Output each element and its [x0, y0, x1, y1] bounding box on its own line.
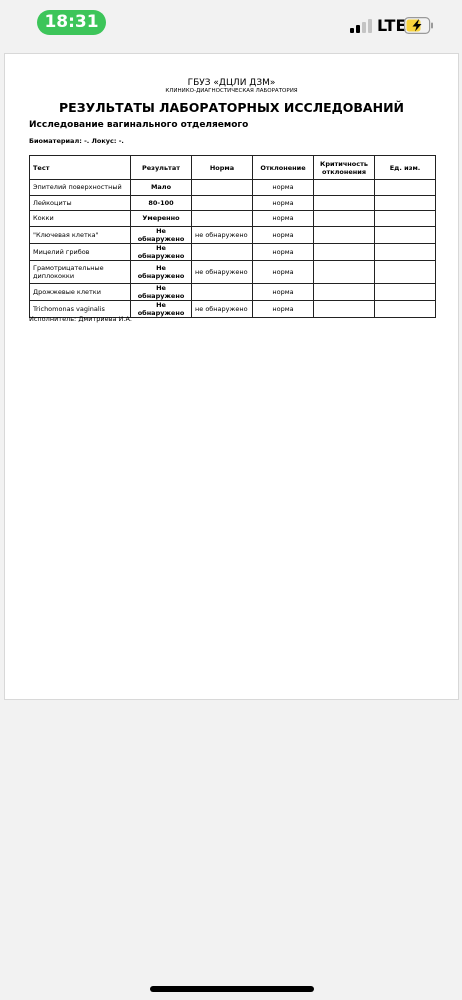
cell-deviation: норма — [253, 283, 314, 300]
laboratory-name: КЛИНИКО-ДИАГНОСТИЧЕСКАЯ ЛАБОРАТОРИЯ — [165, 88, 298, 94]
cell-test: Грамотрицательные диплококки — [30, 260, 131, 283]
cell-result: Умеренно — [131, 211, 192, 227]
cell-test: Мицелий грибов — [30, 243, 131, 260]
header-norm: Норма — [192, 156, 253, 180]
cell-deviation: норма — [253, 195, 314, 211]
signal-bars-icon — [350, 19, 372, 33]
cell-criticality — [314, 226, 375, 243]
status-bar — [0, 0, 462, 46]
cell-unit — [375, 211, 436, 227]
table-header-row — [30, 156, 436, 180]
organization-name: ГБУЗ «ДЦЛИ ДЗМ» — [187, 78, 276, 88]
table-row — [30, 195, 436, 211]
cell-test: "Ключевая клетка" — [30, 226, 131, 243]
cell-deviation: норма — [253, 260, 314, 283]
table-row — [30, 243, 436, 260]
cell-criticality — [314, 211, 375, 227]
header-criticality: Критичность отклонения — [314, 156, 375, 180]
cell-criticality — [314, 283, 375, 300]
cell-unit — [375, 300, 436, 317]
biomaterial-line: Биоматериал: -. Локус: -. — [29, 137, 124, 145]
results-table — [29, 155, 436, 318]
cell-unit — [375, 260, 436, 283]
table-row — [30, 260, 436, 283]
cell-deviation: норма — [253, 180, 314, 196]
cell-result: Не обнаружено — [131, 260, 192, 283]
cell-norm — [192, 243, 253, 260]
table-row — [30, 211, 436, 227]
cell-criticality — [314, 300, 375, 317]
cell-criticality — [314, 243, 375, 260]
cell-criticality — [314, 195, 375, 211]
cell-unit — [375, 283, 436, 300]
cell-result: 80-100 — [131, 195, 192, 211]
cell-deviation: норма — [253, 226, 314, 243]
document-title: РЕЗУЛЬТАТЫ ЛАБОРАТОРНЫХ ИССЛЕДОВАНИЙ — [59, 100, 404, 115]
executor-line: Исполнитель: Дмитриева И.А. — [29, 315, 132, 323]
cell-norm: не обнаружено — [192, 260, 253, 283]
cell-test: Кокки — [30, 211, 131, 227]
cell-deviation: норма — [253, 243, 314, 260]
cell-result: Не обнаружено — [131, 226, 192, 243]
cell-result: Мало — [131, 180, 192, 196]
cell-result: Не обнаружено — [131, 300, 192, 317]
cell-norm: не обнаружено — [192, 226, 253, 243]
status-time[interactable]: 18:31 — [37, 10, 106, 35]
cell-deviation: норма — [253, 211, 314, 227]
cell-unit — [375, 180, 436, 196]
header-deviation: Отклонение — [253, 156, 314, 180]
document-sheet[interactable] — [4, 53, 459, 700]
table-row — [30, 180, 436, 196]
cell-norm — [192, 283, 253, 300]
cell-criticality — [314, 260, 375, 283]
header-result: Результат — [131, 156, 192, 180]
cell-criticality — [314, 180, 375, 196]
cell-unit — [375, 243, 436, 260]
battery-charging-icon — [404, 17, 434, 34]
cell-test: Trichomonas vaginalis — [30, 300, 131, 317]
table-row — [30, 283, 436, 300]
cell-test: Лейкоциты — [30, 195, 131, 211]
table-row — [30, 226, 436, 243]
cell-test: Эпителий поверхностный — [30, 180, 131, 196]
cell-unit — [375, 226, 436, 243]
cell-result: Не обнаружено — [131, 243, 192, 260]
header-unit: Ед. изм. — [375, 156, 436, 180]
cell-unit — [375, 195, 436, 211]
study-name: Исследование вагинального отделяемого — [29, 120, 249, 130]
cell-norm: не обнаружено — [192, 300, 253, 317]
cell-norm — [192, 180, 253, 196]
home-indicator[interactable] — [150, 986, 314, 992]
network-type: LTE — [377, 16, 407, 35]
cell-norm — [192, 211, 253, 227]
cell-deviation: норма — [253, 300, 314, 317]
cell-test: Дрожжевые клетки — [30, 283, 131, 300]
cell-norm — [192, 195, 253, 211]
cell-result: Не обнаружено — [131, 283, 192, 300]
header-test: Тест — [30, 156, 131, 180]
